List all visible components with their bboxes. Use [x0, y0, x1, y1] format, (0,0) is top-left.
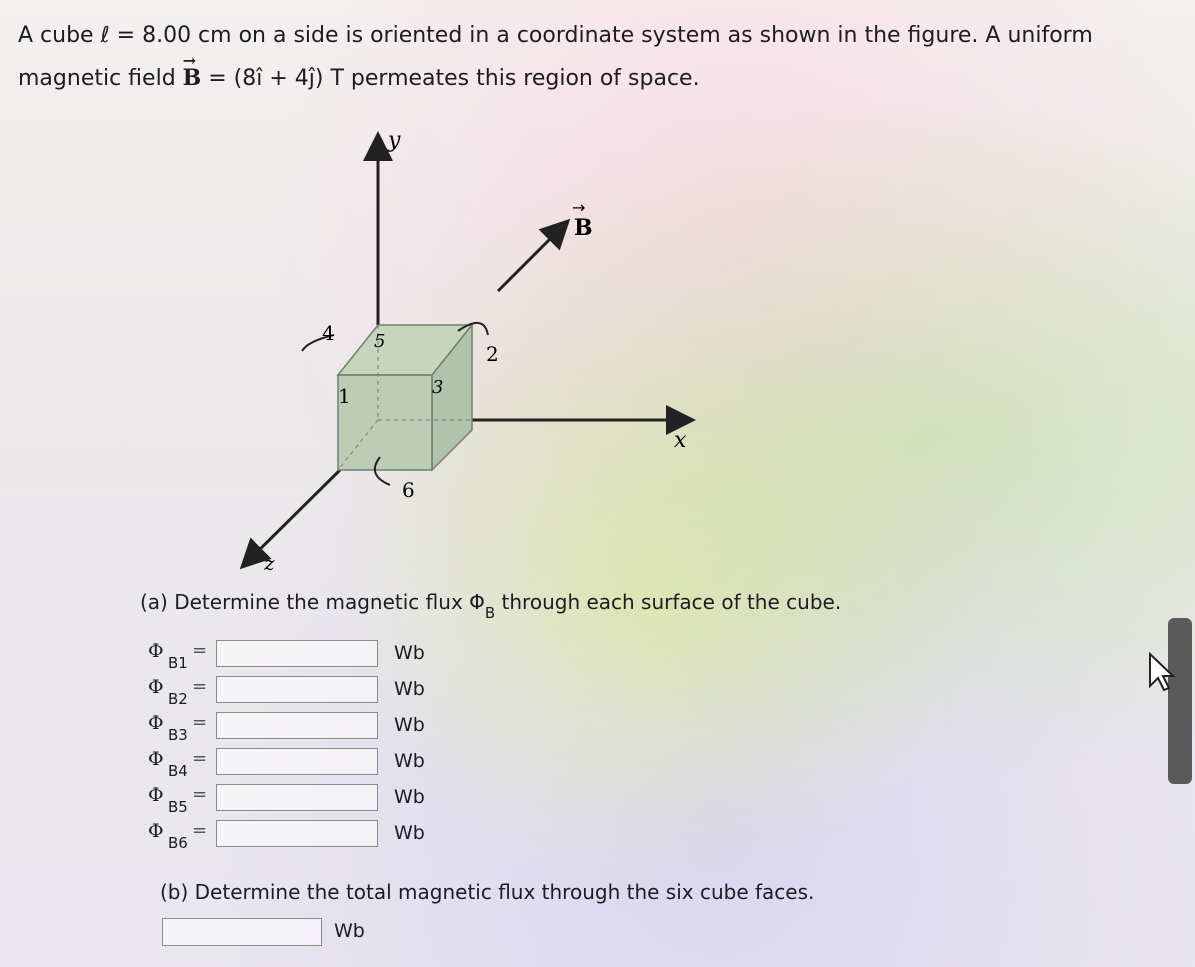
z-axis-label: z [264, 551, 275, 575]
field-value: = (8î + 4ĵ) T permeates this region of space. [201, 66, 700, 91]
face-label-4: 4 [322, 321, 335, 345]
x-axis-label: x [674, 428, 687, 453]
unit-label: Wb [394, 822, 425, 844]
problem-line-1: A cube ℓ = 8.00 cm on a side is oriented in a coordinate system as shown in the figure. A uniform [18, 23, 1093, 48]
unit-label: Wb [394, 714, 425, 736]
unit-label: Wb [394, 750, 425, 772]
face-label-2: 2 [486, 342, 499, 366]
cube-front-face [338, 375, 432, 470]
phi-symbol: Φ [148, 784, 164, 806]
part-a-prompt-suffix: through each surface of the cube. [495, 590, 842, 614]
flux-index: B5 [168, 798, 188, 816]
problem-line-2 [18, 57, 1178, 100]
equals-sign: = [192, 820, 208, 841]
flux-row-b2 [148, 676, 425, 712]
scrollbar-thumb[interactable] [1168, 618, 1192, 784]
phi-symbol: Φ [148, 676, 164, 698]
flux-answer-rows [148, 640, 425, 856]
flux-index: B2 [168, 690, 188, 708]
equals-sign: = [192, 784, 208, 805]
flux-row-b3 [148, 712, 425, 748]
face-label-5: 5 [374, 331, 386, 352]
cube-figure [230, 125, 710, 575]
flux-b2-input[interactable] [216, 676, 378, 703]
flux-row-b6 [148, 820, 425, 856]
equals-sign: = [192, 676, 208, 697]
flux-row-b5 [148, 784, 425, 820]
unit-label: Wb [394, 786, 425, 808]
field-vector-symbol: → B [183, 57, 202, 100]
equals-sign: = [192, 748, 208, 769]
part-b-prompt: (b) Determine the total magnetic flux through the six cube faces. [160, 880, 815, 904]
part-a-prompt-prefix: (a) Determine the magnetic flux Φ [140, 590, 485, 614]
part-a-prompt-subscript: B [484, 604, 496, 622]
flux-b3-input[interactable] [216, 712, 378, 739]
flux-index: B4 [168, 762, 188, 780]
flux-b1-input[interactable] [216, 640, 378, 667]
part-a-prompt [140, 590, 841, 622]
face-label-3: 3 [432, 377, 444, 398]
phi-symbol: Φ [148, 820, 164, 842]
face-label-1: 1 [338, 384, 351, 408]
equals-sign: = [192, 640, 208, 661]
y-axis-label: y [388, 128, 401, 153]
equals-sign: = [192, 712, 208, 733]
flux-b4-input[interactable] [216, 748, 378, 775]
b-vector-arrow-glyph: → [572, 198, 586, 217]
flux-b5-input[interactable] [216, 784, 378, 811]
b-vector-arrow [498, 223, 566, 291]
problem-statement [18, 14, 1178, 100]
unit-label: Wb [394, 642, 425, 664]
phi-symbol: Φ [148, 748, 164, 770]
z-axis [244, 470, 340, 565]
b-vector-label: B [574, 215, 593, 241]
face-label-6: 6 [402, 478, 415, 502]
total-flux-input[interactable] [162, 918, 322, 946]
flux-row-b4 [148, 748, 425, 784]
phi-symbol: Φ [148, 640, 164, 662]
mouse-cursor-icon [1146, 652, 1176, 692]
flux-b6-input[interactable] [216, 820, 378, 847]
total-flux-unit: Wb [334, 920, 365, 942]
flux-row-b1 [148, 640, 425, 676]
flux-index: B1 [168, 654, 188, 672]
unit-label: Wb [394, 678, 425, 700]
problem-line-2-prefix: magnetic field [18, 66, 183, 91]
flux-index: B3 [168, 726, 188, 744]
flux-index: B6 [168, 834, 188, 852]
phi-symbol: Φ [148, 712, 164, 734]
